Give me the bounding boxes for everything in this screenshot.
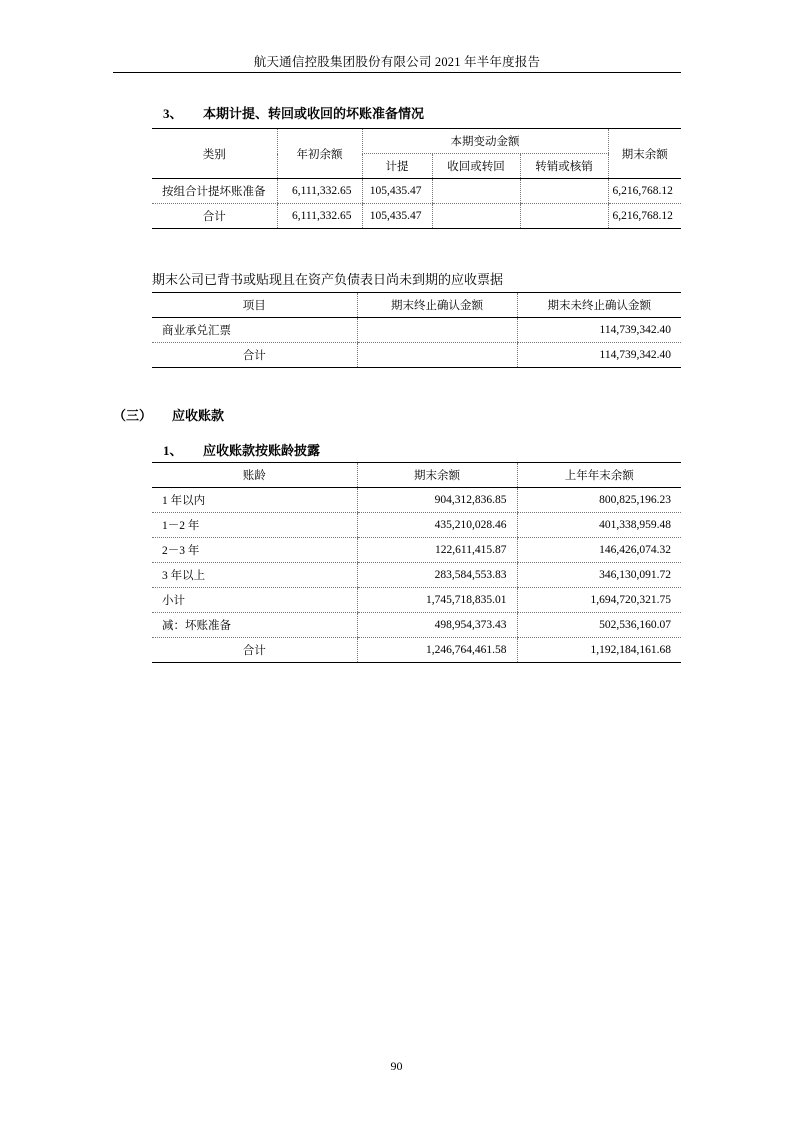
table-row: [152, 179, 681, 204]
cell-not-derecognized: 114,739,342.40: [517, 343, 681, 368]
table-row-total: [152, 638, 681, 663]
header-prior-year-end-balance: 上年年末余额: [517, 463, 681, 488]
header-end-balance: 期末余额: [357, 463, 517, 488]
header-not-derecognized: 期末未终止确认金额: [517, 293, 681, 318]
cell-end-balance: 283,584,553.83: [357, 563, 517, 588]
header-aging: 账龄: [152, 463, 357, 488]
cell-end-balance: 435,210,028.46: [357, 513, 517, 538]
cell-recovery: [432, 179, 520, 204]
cell-aging: 3 年以上: [152, 563, 357, 588]
cell-prior-year-end-balance: 346,130,091.72: [517, 563, 681, 588]
header-rule: [113, 72, 681, 73]
cell-end-balance: 1,745,718,835.01: [357, 588, 517, 613]
cell-derecognized: [357, 343, 517, 368]
table-row: [152, 538, 681, 563]
table-row-total: [152, 204, 681, 229]
provision-table: [152, 128, 681, 229]
cell-prior-year-end-balance: 800,825,196.23: [517, 488, 681, 513]
cell-aging: 1 年以内: [152, 488, 357, 513]
table-row: [152, 563, 681, 588]
header-begin-balance: 年初余额: [277, 129, 362, 179]
cell-item: 合计: [152, 343, 357, 368]
header-provision: 计提: [362, 154, 432, 179]
cell-writeoff: [520, 204, 608, 229]
cell-begin-balance: 6,111,332.65: [277, 179, 362, 204]
endorsed-notes-table: [152, 292, 681, 368]
header-derecognized: 期末终止确认金额: [357, 293, 517, 318]
table-row: [152, 513, 681, 538]
table-header-row: [152, 129, 681, 154]
cell-recovery: [432, 204, 520, 229]
cell-aging: 2－3 年: [152, 538, 357, 563]
endorsed-notes-caption: 期末公司已背书或贴现且在资产负债表日尚未到期的应收票据: [152, 272, 504, 287]
cell-prior-year-end-balance: 1,192,184,161.68: [517, 638, 681, 663]
header-end-balance: 期末余额: [608, 129, 681, 179]
cell-end-balance: 1,246,764,461.58: [357, 638, 517, 663]
section-3-sub-title: 应收账款按账龄披露: [203, 443, 321, 458]
cell-category: 按组合计提坏账准备: [152, 179, 277, 204]
header-item: 项目: [152, 293, 357, 318]
cell-prior-year-end-balance: 401,338,959.48: [517, 513, 681, 538]
table-row: [152, 588, 681, 613]
cell-category: 合计: [152, 204, 277, 229]
cell-writeoff: [520, 179, 608, 204]
cell-provision: 105,435.47: [362, 179, 432, 204]
page-number: 90: [390, 1059, 403, 1073]
table-header-row: [152, 463, 681, 488]
cell-end-balance: 904,312,836.85: [357, 488, 517, 513]
cell-derecognized: [357, 318, 517, 343]
table-row: [152, 318, 681, 343]
cell-prior-year-end-balance: 1,694,720,321.75: [517, 588, 681, 613]
cell-aging: 小计: [152, 588, 357, 613]
table-row: [152, 613, 681, 638]
cell-end-balance: 6,216,768.12: [608, 204, 681, 229]
section-3-number: （三）: [113, 408, 153, 423]
page-header: 航天通信控股集团股份有限公司 2021 年半年度报告: [253, 55, 541, 69]
cell-prior-year-end-balance: 502,536,160.07: [517, 613, 681, 638]
header-writeoff: 转销或核销: [520, 154, 608, 179]
section-1-number: 3、: [163, 106, 183, 121]
cell-not-derecognized: 114,739,342.40: [517, 318, 681, 343]
cell-item: 商业承兑汇票: [152, 318, 357, 343]
cell-provision: 105,435.47: [362, 204, 432, 229]
section-3-title: 应收账款: [172, 408, 225, 423]
cell-aging: 合计: [152, 638, 357, 663]
cell-aging: 减：坏账准备: [152, 613, 357, 638]
header-recovery: 收回或转回: [432, 154, 520, 179]
section-1-title: 本期计提、转回或收回的坏账准备情况: [203, 106, 425, 121]
cell-end-balance: 6,216,768.12: [608, 179, 681, 204]
cell-begin-balance: 6,111,332.65: [277, 204, 362, 229]
table-header-row: [152, 293, 681, 318]
cell-aging: 1－2 年: [152, 513, 357, 538]
cell-end-balance: 498,954,373.43: [357, 613, 517, 638]
cell-end-balance: 122,611,415.87: [357, 538, 517, 563]
section-3-sub-number: 1、: [163, 443, 183, 458]
table-row-total: [152, 343, 681, 368]
header-category: 类别: [152, 129, 277, 179]
header-change-group: 本期变动金额: [362, 129, 608, 154]
receivables-aging-table: [152, 462, 681, 663]
cell-prior-year-end-balance: 146,426,074.32: [517, 538, 681, 563]
table-row: [152, 488, 681, 513]
